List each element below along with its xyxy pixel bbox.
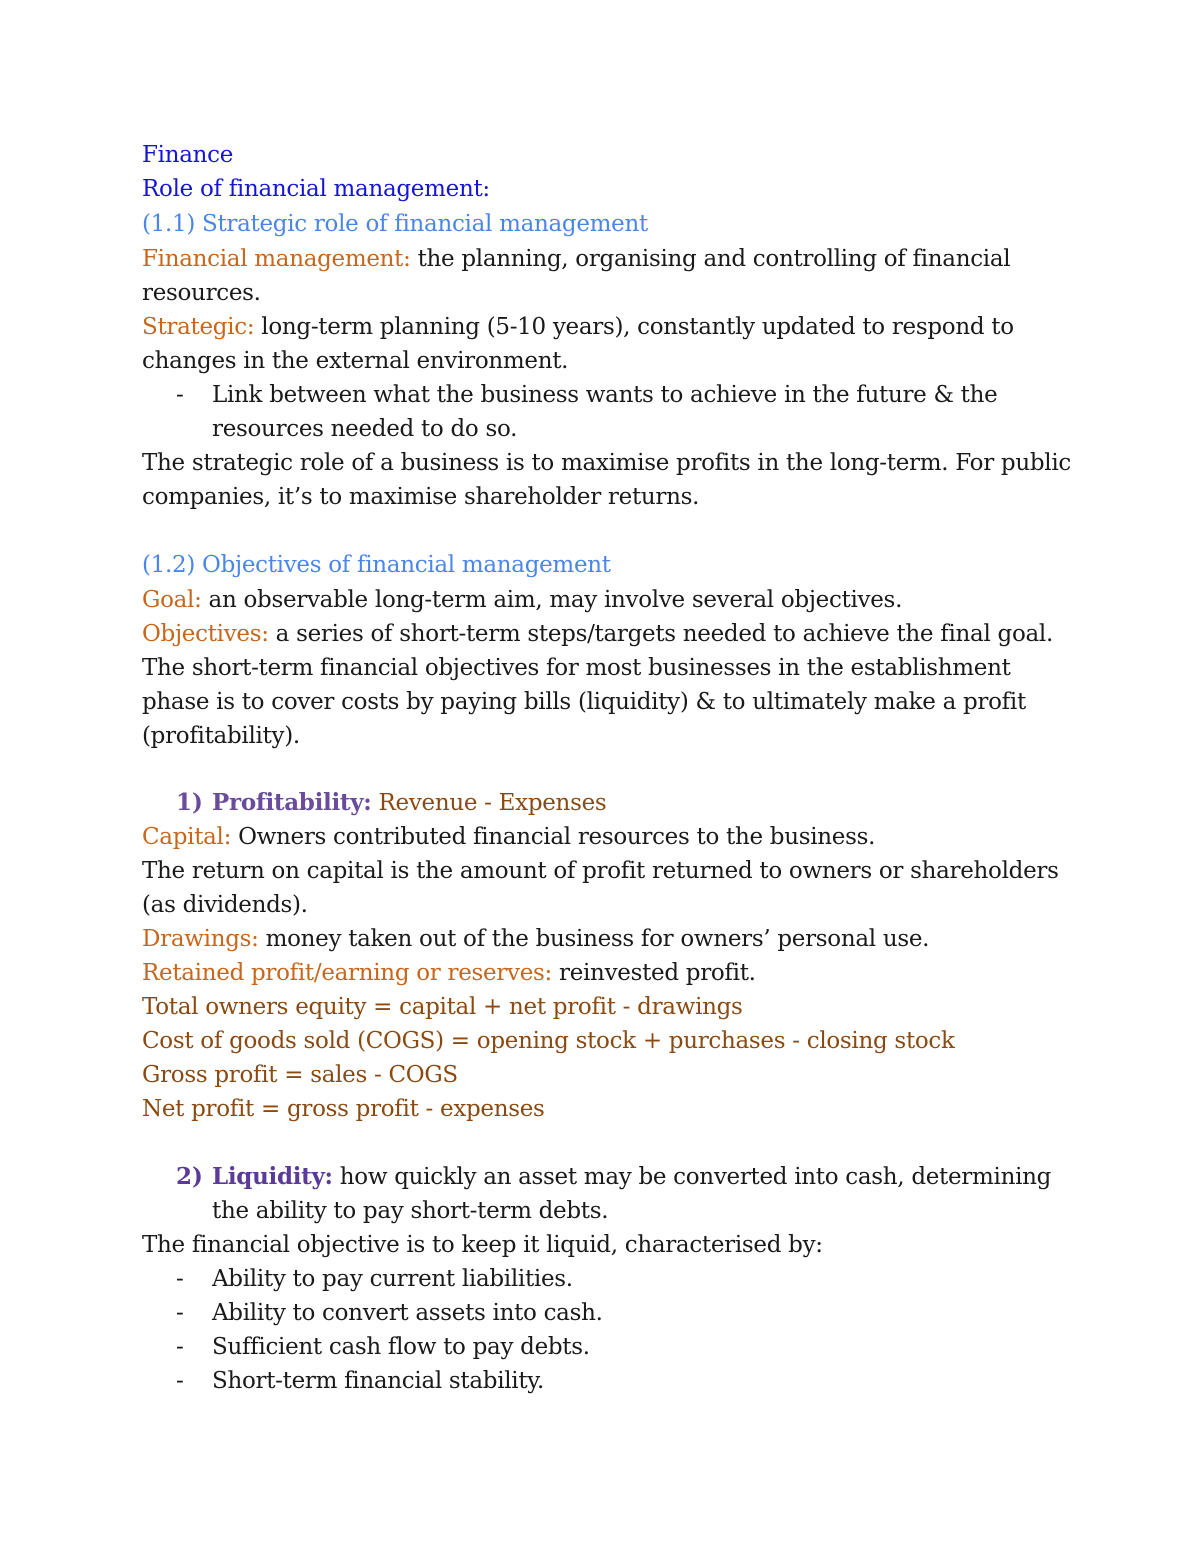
paragraph: The return on capital is the amount of profit returned to owners or shareholders bbox=[142, 858, 1059, 884]
definition-text: changes in the external environment. bbox=[142, 348, 569, 374]
bullet-dash: - bbox=[176, 1300, 184, 1326]
paragraph: The financial objective is to keep it liquid, characterised by: bbox=[142, 1232, 823, 1258]
paragraph: (profitability). bbox=[142, 723, 300, 749]
bullet-dash: - bbox=[176, 382, 184, 408]
definition-capital bbox=[142, 820, 875, 854]
subheading-1-2: (1.2) Objectives of financial management bbox=[142, 552, 611, 578]
definition-text: how quickly an asset may be converted into cash, determining bbox=[332, 1164, 1052, 1190]
bullet-dash: - bbox=[176, 1334, 184, 1360]
doc-title: Finance bbox=[142, 142, 234, 168]
term-capital: Capital: bbox=[142, 824, 232, 850]
list-number: 2) bbox=[176, 1163, 203, 1190]
section-heading: Role of financial management: bbox=[142, 176, 490, 202]
term-strategic: Strategic: bbox=[142, 314, 255, 340]
profitability-formula: Revenue - Expenses bbox=[371, 790, 607, 816]
bullet-item: Link between what the business wants to achieve in the future & the bbox=[212, 382, 998, 408]
definition-text: long-term planning (5-10 years), constantly updated to respond to bbox=[254, 314, 1014, 340]
term-financial-management: Financial management: bbox=[142, 246, 411, 272]
definition-text: the ability to pay short-term debts. bbox=[212, 1198, 609, 1224]
heading-profitability bbox=[212, 786, 606, 820]
subheading-1-1: (1.1) Strategic role of financial management bbox=[142, 211, 648, 237]
heading-liquidity bbox=[212, 1160, 1051, 1194]
bullet-item-continued: resources needed to do so. bbox=[212, 416, 518, 442]
definition-drawings bbox=[142, 922, 929, 956]
definition-text: resources. bbox=[142, 280, 261, 306]
definition-goal bbox=[142, 583, 902, 617]
bullet-item: Ability to convert assets into cash. bbox=[212, 1300, 603, 1326]
bullet-item: Sufficient cash flow to pay debts. bbox=[212, 1334, 590, 1360]
paragraph: companies, it’s to maximise shareholder returns. bbox=[142, 484, 700, 510]
term-drawings: Drawings: bbox=[142, 926, 259, 952]
bullet-item: Short-term financial stability. bbox=[212, 1368, 544, 1394]
term-goal: Goal: bbox=[142, 587, 202, 613]
definition-text: Owners contributed financial resources to the business. bbox=[231, 824, 876, 850]
paragraph: The strategic role of a business is to maximise profits in the long-term. For public bbox=[142, 450, 1071, 476]
term-liquidity: Liquidity: bbox=[212, 1163, 333, 1190]
bullet-dash: - bbox=[176, 1266, 184, 1292]
term-retained-profit: Retained profit/earning or reserves: bbox=[142, 960, 552, 986]
bullet-item: Ability to pay current liabilities. bbox=[212, 1266, 573, 1292]
formula-owners-equity: Total owners equity = capital + net profit - drawings bbox=[142, 994, 743, 1020]
list-number: 1) bbox=[176, 789, 203, 816]
term-objectives: Objectives: bbox=[142, 621, 269, 647]
definition-retained-profit bbox=[142, 956, 756, 990]
bullet-dash: - bbox=[176, 1368, 184, 1394]
formula-gross-profit: Gross profit = sales - COGS bbox=[142, 1062, 458, 1088]
definition-financial-management bbox=[142, 242, 1010, 276]
formula-net-profit: Net profit = gross profit - expenses bbox=[142, 1096, 545, 1122]
definition-text: a series of short-term steps/targets needed to achieve the final goal. bbox=[268, 621, 1053, 647]
definition-text: an observable long-term aim, may involve several objectives. bbox=[201, 587, 903, 613]
definition-objectives bbox=[142, 617, 1053, 651]
definition-text: money taken out of the business for owners’ personal use. bbox=[258, 926, 930, 952]
formula-cogs: Cost of goods sold (COGS) = opening stock + purchases - closing stock bbox=[142, 1028, 955, 1054]
term-profitability: Profitability: bbox=[212, 789, 372, 816]
paragraph: phase is to cover costs by paying bills (liquidity) & to ultimately make a profit bbox=[142, 689, 1026, 715]
paragraph: (as dividends). bbox=[142, 892, 308, 918]
definition-text: reinvested profit. bbox=[551, 960, 756, 986]
definition-text: the planning, organising and controlling of financial bbox=[410, 246, 1011, 272]
paragraph: The short-term financial objectives for most businesses in the establishment bbox=[142, 655, 1011, 681]
definition-strategic bbox=[142, 310, 1014, 344]
